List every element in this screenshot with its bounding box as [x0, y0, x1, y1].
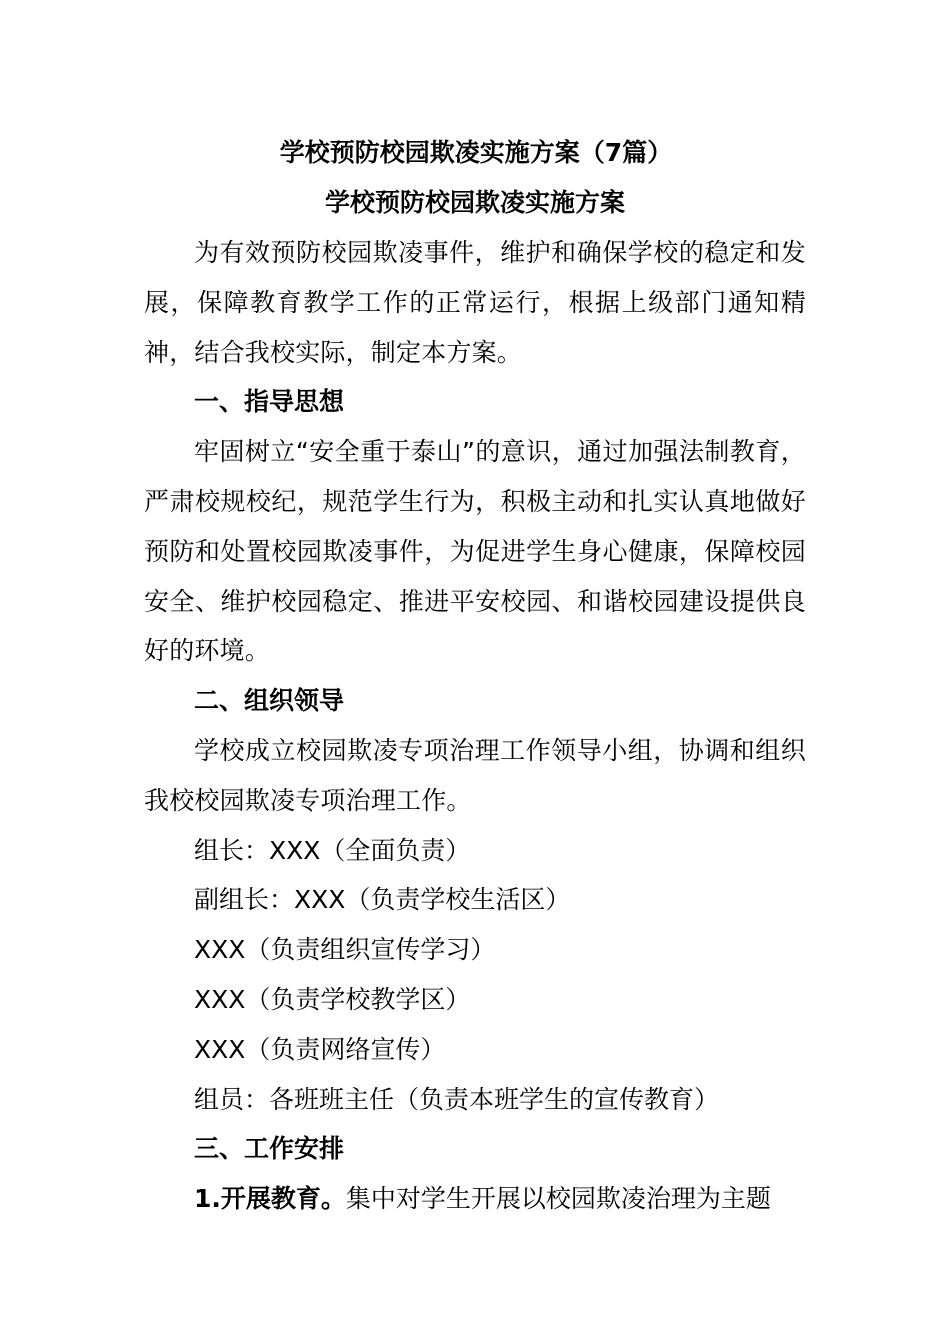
member-line: 组员：各班班主任（负责本班学生的宣传教育） — [194, 1084, 720, 1114]
section-heading-work-arrangement: 三、工作安排 — [194, 1134, 345, 1164]
member-line: 副组长：XXX（负责学校生活区） — [194, 885, 571, 915]
section-heading-organization: 二、组织领导 — [194, 686, 345, 716]
document-title: 学校预防校园欺凌实施方案（7篇） — [279, 138, 673, 167]
member-line: XXX（负责组织宣传学习） — [194, 935, 496, 965]
intro-paragraph: 为有效预防校园欺凌事件，维护和确保学校的稳定和发展，保障教育教学工作的正常运行，根据上级部门通知精神，结合我校实际，制定本方案。 — [144, 238, 806, 367]
member-line: 组长：XXX（全面负责） — [194, 835, 471, 865]
section-heading-guiding-ideology: 一、指导思想 — [194, 387, 345, 417]
document-body — [144, 128, 806, 1224]
section-paragraph-guiding-ideology: 牢固树立“安全重于泰山”的意识，通过加强法制教育，严肃校规校纪，规范学生行为，积极主动和扎实认真地做好预防和处置校园欺凌事件，为促进学生身心健康，保障校园安全、维护校园稳定、推进平安校园、和谐校园建设提供良好的环境。 — [144, 437, 806, 666]
member-line: XXX（负责学校教学区） — [194, 984, 471, 1014]
work-item-text: 集中对学生开展以校园欺凌治理为主题 — [345, 1184, 771, 1214]
document-subtitle: 学校预防校园欺凌实施方案 — [324, 188, 625, 217]
section-paragraph-organization: 学校成立校园欺凌专项治理工作领导小组，协调和组织我校校园欺凌专项治理工作。 — [144, 735, 806, 815]
member-line: XXX（负责网络宣传） — [194, 1034, 446, 1064]
work-item — [144, 1174, 806, 1224]
work-item-label: 1.开展教育。 — [194, 1184, 346, 1214]
